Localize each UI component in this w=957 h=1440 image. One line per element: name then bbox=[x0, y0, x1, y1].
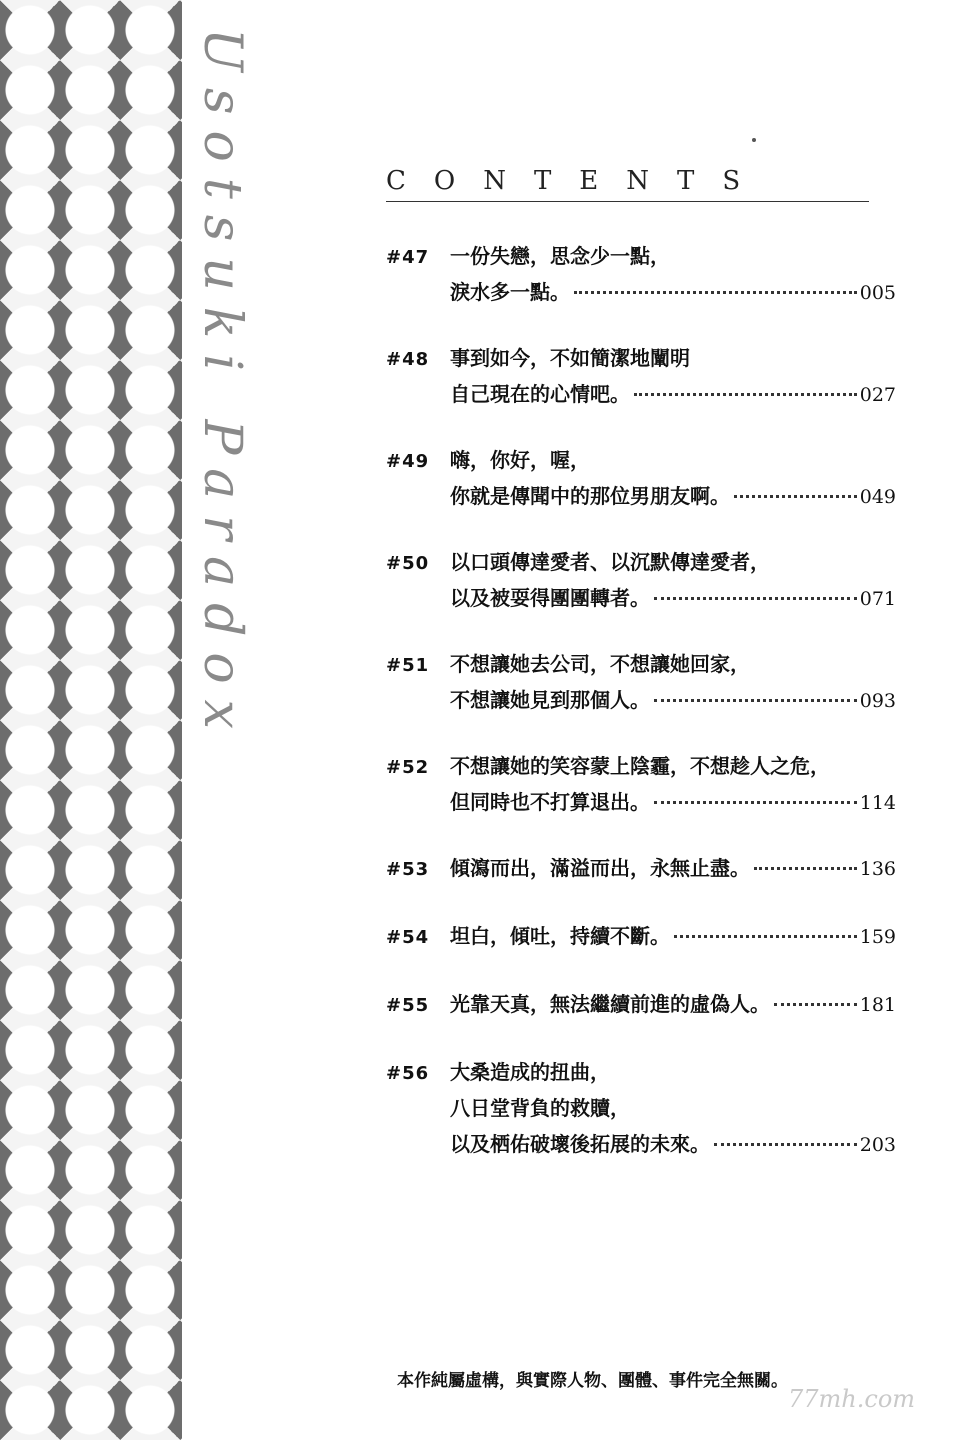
toc-entry bbox=[386, 748, 896, 820]
page-number: 136 bbox=[859, 858, 896, 880]
toc-line bbox=[386, 748, 896, 784]
toc-line bbox=[386, 784, 896, 820]
chapter-title: 不想讓她去公司，不想讓她回家， bbox=[450, 652, 750, 676]
toc-line bbox=[386, 274, 896, 310]
chapter-title: 嗨，你好，喔， bbox=[450, 448, 590, 472]
chapter-number: #54 bbox=[386, 927, 430, 948]
chapter-title: 以口頭傳達愛者、以沉默傳達愛者， bbox=[450, 550, 770, 574]
dot-leader bbox=[774, 1003, 857, 1006]
chapter-title: 大桑造成的扭曲， bbox=[450, 1060, 610, 1084]
chapter-title: 光靠天真，無法繼續前進的虛偽人。 bbox=[450, 992, 770, 1016]
toc-line bbox=[386, 1126, 896, 1162]
dot-leader bbox=[654, 699, 857, 702]
dot-leader bbox=[674, 935, 857, 938]
series-title-vertical: Usotsuki Paradox bbox=[192, 28, 252, 745]
chapter-title: 但同時也不打算退出。 bbox=[450, 790, 650, 814]
disclaimer-text: 本作純屬虛構，與實際人物、團體、事件完全無關。 bbox=[397, 1371, 788, 1391]
dot-leader bbox=[574, 291, 857, 294]
toc-line bbox=[386, 580, 896, 616]
page-number: 005 bbox=[859, 282, 896, 304]
chapter-title: 一份失戀，思念少一點， bbox=[450, 244, 670, 268]
contents-heading: CONTENTS bbox=[386, 166, 769, 196]
chapter-title: 傾瀉而出，滿溢而出，永無止盡。 bbox=[450, 856, 750, 880]
toc-line bbox=[386, 682, 896, 718]
page-number: 181 bbox=[859, 994, 896, 1016]
page-number: 114 bbox=[859, 792, 896, 814]
chapter-number: #50 bbox=[386, 553, 430, 574]
chapter-number: #47 bbox=[386, 247, 430, 268]
chapter-number: #53 bbox=[386, 859, 430, 880]
chapter-title: 坦白，傾吐，持續不斷。 bbox=[450, 924, 670, 948]
page-number: 049 bbox=[859, 486, 896, 508]
chapter-title: 以及被耍得團團轉者。 bbox=[450, 586, 650, 610]
page-number: 093 bbox=[859, 690, 896, 712]
toc-line bbox=[386, 850, 896, 886]
toc-line bbox=[386, 1090, 896, 1126]
toc-entry bbox=[386, 238, 896, 310]
chapter-number: #55 bbox=[386, 995, 430, 1016]
toc-line bbox=[386, 544, 896, 580]
toc-entry bbox=[386, 918, 896, 954]
toc-line bbox=[386, 340, 896, 376]
toc-entry bbox=[386, 544, 896, 616]
toc-entry bbox=[386, 340, 896, 412]
decorative-pattern-strip bbox=[0, 0, 182, 1440]
toc-entry bbox=[386, 646, 896, 718]
chapter-title: 以及栖佑破壞後拓展的未來。 bbox=[450, 1132, 710, 1156]
chapter-title: 不想讓她見到那個人。 bbox=[450, 688, 650, 712]
toc-line bbox=[386, 238, 896, 274]
chapter-title: 不想讓她的笑容蒙上陰霾，不想趁人之危， bbox=[450, 754, 830, 778]
dot-leader bbox=[734, 495, 857, 498]
toc-entry bbox=[386, 850, 896, 886]
decorative-dot bbox=[752, 138, 756, 142]
dot-leader bbox=[754, 867, 857, 870]
dot-leader bbox=[654, 801, 857, 804]
page-number: 159 bbox=[859, 926, 896, 948]
page-number: 203 bbox=[859, 1134, 896, 1156]
toc-entry bbox=[386, 986, 896, 1022]
toc-line bbox=[386, 442, 896, 478]
table-of-contents bbox=[386, 238, 896, 1192]
chapter-number: #52 bbox=[386, 757, 430, 778]
chapter-title: 你就是傳聞中的那位男朋友啊。 bbox=[450, 484, 730, 508]
chapter-number: #49 bbox=[386, 451, 430, 472]
toc-entry bbox=[386, 1054, 896, 1162]
toc-line bbox=[386, 918, 896, 954]
page-number: 027 bbox=[859, 384, 896, 406]
chapter-number: #56 bbox=[386, 1063, 430, 1084]
chapter-number: #48 bbox=[386, 349, 430, 370]
chapter-number: #51 bbox=[386, 655, 430, 676]
dot-leader bbox=[714, 1143, 857, 1146]
dot-leader bbox=[634, 393, 857, 396]
heading-rule bbox=[386, 201, 869, 202]
dot-leader bbox=[654, 597, 857, 600]
toc-entry bbox=[386, 442, 896, 514]
toc-line bbox=[386, 376, 896, 412]
chapter-title: 自己現在的心情吧。 bbox=[450, 382, 630, 406]
toc-line bbox=[386, 986, 896, 1022]
chapter-title: 八日堂背負的救贖， bbox=[450, 1096, 630, 1120]
toc-line bbox=[386, 646, 896, 682]
watermark: 77mh.com bbox=[788, 1385, 916, 1413]
toc-line bbox=[386, 1054, 896, 1090]
toc-line bbox=[386, 478, 896, 514]
chapter-title: 事到如今，不如簡潔地闡明 bbox=[450, 346, 690, 370]
chapter-title: 淚水多一點。 bbox=[450, 280, 570, 304]
page-number: 071 bbox=[859, 588, 896, 610]
